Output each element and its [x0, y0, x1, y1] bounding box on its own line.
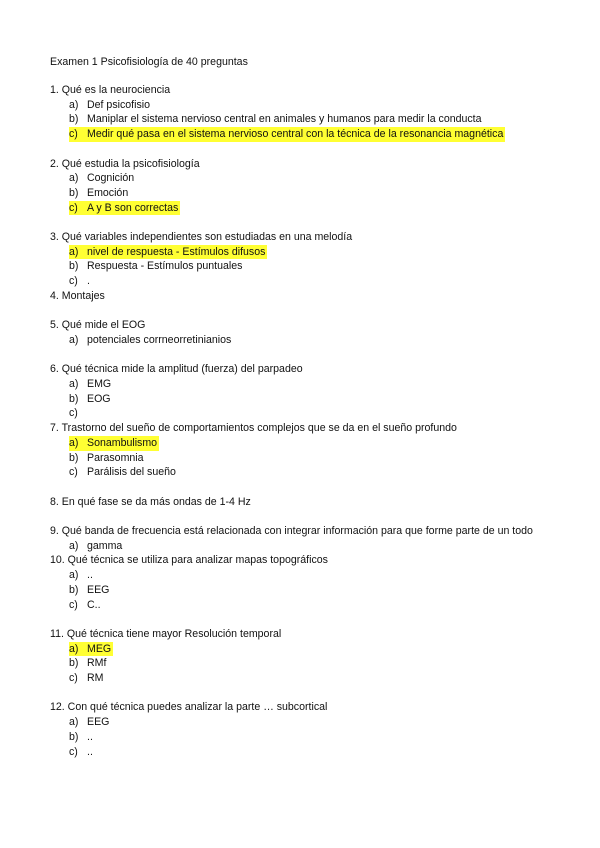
- option-text: Emoción: [87, 186, 129, 199]
- answer-option: [69, 465, 550, 480]
- blank-line: [50, 304, 550, 319]
- blank-line: [50, 686, 550, 701]
- answer-option: [69, 98, 550, 113]
- option-letter: a): [69, 569, 79, 582]
- option-text: nivel de respuesta - Estímulos difusos: [87, 245, 266, 258]
- blank-line: [50, 348, 550, 363]
- answer-options: [50, 715, 550, 759]
- option-text: RM: [87, 672, 104, 685]
- option-letter: c): [69, 275, 78, 288]
- answer-options: [50, 642, 550, 686]
- option-letter: b): [69, 451, 79, 464]
- option-letter: b): [69, 186, 79, 199]
- blank-line: [50, 612, 550, 627]
- question-1: [50, 83, 550, 157]
- answer-option: [69, 583, 550, 598]
- option-letter: a): [69, 436, 79, 449]
- highlighted-answer-option: [69, 642, 113, 657]
- question-text: 8. En qué fase se da más ondas de 1-4 Hz: [50, 495, 251, 508]
- option-text: Maniplar el sistema nervioso central en animales y humanos para medir la conducta: [87, 113, 482, 126]
- option-letter: a): [69, 642, 79, 655]
- question-2: [50, 157, 550, 231]
- answer-option: [69, 451, 550, 466]
- question-6: [50, 362, 550, 421]
- answer-options: [50, 98, 550, 142]
- option-letter: c): [69, 466, 78, 479]
- blank-line: [50, 142, 550, 157]
- option-letter: c): [69, 598, 78, 611]
- option-text: ..: [87, 745, 93, 758]
- option-text: Def psicofisio: [87, 98, 150, 111]
- question-4: [50, 289, 550, 318]
- option-letter: b): [69, 113, 79, 126]
- option-letter: b): [69, 260, 79, 273]
- option-letter: c): [69, 672, 78, 685]
- option-text: potenciales corrneorretinianios: [87, 333, 232, 346]
- question-text: 7. Trastorno del sueño de comportamientos complejos que se da en el sueño profundo: [50, 422, 457, 435]
- question-text: 3. Qué variables independientes son estudiadas en una melodía: [50, 231, 353, 243]
- option-letter: a): [69, 98, 79, 111]
- highlighted-answer-option: [69, 436, 159, 451]
- highlighted-answer-option: [69, 201, 180, 216]
- option-letter: c): [69, 128, 78, 141]
- option-text: EMG: [87, 378, 112, 390]
- question-text: 5. Qué mide el EOG: [50, 319, 146, 332]
- option-text: C..: [87, 598, 101, 611]
- highlighted-answer-option: [69, 245, 267, 260]
- option-text: Cognición: [87, 172, 135, 185]
- answer-options: [50, 436, 550, 480]
- answer-option: [69, 730, 550, 745]
- answer-option: [69, 333, 550, 348]
- answer-option: [69, 745, 550, 760]
- option-text: MEG: [87, 642, 112, 655]
- blank-line: [50, 480, 550, 495]
- answer-options: [50, 245, 550, 289]
- option-text: EEG: [87, 583, 110, 596]
- question-9: [50, 524, 550, 553]
- answer-options: [50, 568, 550, 612]
- option-letter: b): [69, 657, 79, 670]
- option-text: A y B son correctas: [87, 201, 179, 214]
- answer-option: [69, 568, 550, 583]
- question-12: [50, 700, 550, 759]
- blank-line: [50, 215, 550, 230]
- answer-option: [69, 171, 550, 186]
- question-5: [50, 318, 550, 362]
- option-text: Parálisis del sueño: [87, 466, 176, 479]
- question-10: [50, 553, 550, 627]
- option-letter: a): [69, 172, 79, 185]
- option-letter: b): [69, 583, 79, 596]
- question-text: 11. Qué técnica tiene mayor Resolución temporal: [50, 627, 282, 640]
- question-7: [50, 421, 550, 495]
- answer-option: [69, 274, 550, 289]
- option-letter: c): [69, 201, 78, 214]
- answer-option: [69, 377, 550, 392]
- question-3: [50, 230, 550, 289]
- answer-option: [69, 392, 550, 407]
- answer-options: [50, 171, 550, 215]
- option-letter: a): [69, 378, 79, 390]
- answer-options: [50, 539, 550, 554]
- option-letter: a): [69, 539, 79, 552]
- answer-option: [69, 671, 550, 686]
- question-text: 6. Qué técnica mide la amplitud (fuerza) del parpadeo: [50, 363, 303, 376]
- question-text: 1. Qué es la neurociencia: [50, 84, 171, 96]
- question-text: 4. Montajes: [50, 289, 105, 302]
- answer-option: [69, 715, 550, 730]
- question-text: 9. Qué banda de frecuencia está relacionada con integrar información para que forme parte de un todo: [50, 525, 533, 537]
- option-text: Respuesta - Estímulos puntuales: [87, 260, 243, 273]
- answer-options: [50, 377, 550, 421]
- option-letter: a): [69, 333, 79, 346]
- question-list: [50, 83, 550, 759]
- answer-option: [69, 539, 550, 554]
- option-text: Sonambulismo: [87, 436, 158, 449]
- option-letter: c): [69, 407, 78, 420]
- option-letter: b): [69, 392, 79, 405]
- highlighted-answer-option: [69, 127, 505, 142]
- question-11: [50, 627, 550, 701]
- option-text: RMf: [87, 657, 107, 670]
- answer-options: [50, 333, 550, 348]
- option-text: ..: [87, 569, 93, 582]
- option-text: gamma: [87, 539, 123, 552]
- option-letter: b): [69, 730, 79, 743]
- option-text: Medir qué pasa en el sistema nervioso central con la técnica de la resonancia magnética: [87, 128, 504, 141]
- option-text: .: [87, 275, 90, 288]
- answer-option: [69, 656, 550, 671]
- blank-line: [50, 509, 550, 524]
- question-8: [50, 495, 550, 524]
- option-text: EOG: [87, 392, 111, 405]
- answer-option: [69, 406, 550, 421]
- option-text: EEG: [87, 716, 110, 729]
- document-page: [50, 55, 550, 759]
- option-text: Parasomnia: [87, 451, 144, 464]
- option-letter: c): [69, 745, 78, 758]
- answer-option: [69, 598, 550, 613]
- question-text: 12. Con qué técnica puedes analizar la parte … subcortical: [50, 701, 328, 714]
- answer-option: [69, 112, 550, 127]
- answer-option: [69, 186, 550, 201]
- question-text: 2. Qué estudia la psicofisiología: [50, 157, 200, 170]
- answer-option: [69, 259, 550, 274]
- exam-title: Examen 1 Psicofisiología de 40 preguntas: [50, 56, 248, 68]
- option-letter: a): [69, 716, 79, 729]
- question-text: 10. Qué técnica se utiliza para analizar mapas topográficos: [50, 554, 328, 567]
- option-text: ..: [87, 730, 93, 743]
- option-letter: a): [69, 245, 79, 258]
